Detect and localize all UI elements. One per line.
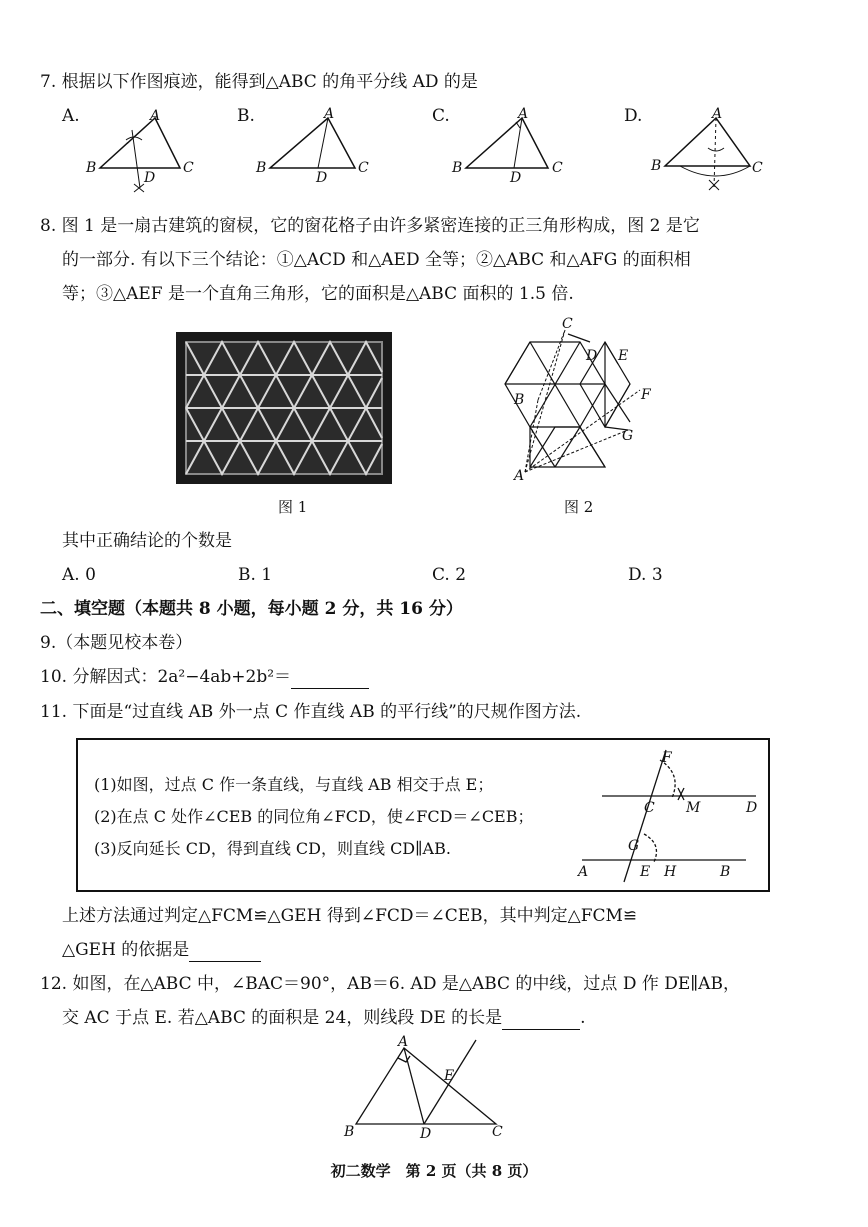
- q7d-label-b: B: [651, 158, 662, 174]
- q12-line-2: 交 AC 于点 E. 若△ABC 的面积是 24，则线段 DE 的长是: [62, 1008, 503, 1028]
- q12-line-1: 12. 如图，在△ABC 中，∠BAC＝90°，AB＝6. AD 是△ABC 的中线，过点 D 作 DE∥AB，: [40, 974, 740, 994]
- q11-procedure-box: [76, 738, 770, 892]
- q12-label-b: B: [344, 1124, 355, 1140]
- section-2-title: 二、填空题（本题共 8 小题，每小题 2 分，共 16 分）: [40, 599, 463, 619]
- q11-intro: 11. 下面是“过直线 AB 外一点 C 作直线 AB 的平行线”的尺规作图方法.: [40, 702, 582, 722]
- q12-label-e: E: [444, 1068, 455, 1084]
- q7-option-a: A.: [62, 106, 80, 126]
- q11-label-c: C: [644, 800, 655, 816]
- q11-after-1: 上述方法通过判定△FCM≌△GEH 得到∠FCD＝∠CEB，其中判定△FCM≌: [62, 906, 638, 926]
- q11-construction-figure: [574, 746, 764, 884]
- page-footer: 初二数学 第 2 页（共 8 页）: [330, 1162, 538, 1180]
- q7-figure-a: [100, 118, 180, 192]
- q8-choice-c: C. 2: [432, 565, 467, 585]
- q8-fig2-label-e: E: [618, 348, 629, 364]
- q7c-label-b: B: [452, 160, 463, 176]
- q11-answer-blank[interactable]: [189, 943, 261, 962]
- q7-figure-d: [665, 118, 750, 190]
- q12-line-2-row: [62, 1006, 586, 1030]
- q8-fig1-caption: 图 1: [278, 498, 308, 516]
- q12-triangle-figure: [336, 1034, 526, 1146]
- q7d-label-c: C: [752, 160, 763, 176]
- q11-after-2-row: [62, 938, 261, 962]
- q7-figure-b: [270, 118, 355, 168]
- q8-choice-d: D. 3: [628, 565, 663, 585]
- q11-label-g: G: [628, 838, 640, 854]
- q11-label-d: D: [746, 800, 758, 816]
- q12-answer-blank[interactable]: [502, 1011, 580, 1030]
- q8-line-2: 的一部分. 有以下三个结论：①△ACD 和△AED 全等；②△ABC 和△AFG 的面积相: [62, 250, 691, 270]
- q11-label-f: F: [662, 750, 672, 766]
- q11-step-3: (3)反向延长 CD，得到直线 CD，则直线 CD∥AB.: [94, 839, 451, 858]
- q7a-label-c: C: [183, 160, 194, 176]
- q7b-label-b: B: [256, 160, 267, 176]
- q10-answer-blank[interactable]: [291, 670, 369, 689]
- q12-label-c: C: [492, 1124, 503, 1140]
- q11-label-m: M: [686, 800, 701, 816]
- q7-figure-c: [466, 118, 548, 168]
- q7a-label-d: D: [144, 170, 156, 186]
- q8-fig2-label-g: G: [622, 428, 634, 444]
- q11-label-a: A: [578, 864, 589, 880]
- q7-option-c: C.: [432, 106, 450, 126]
- q8-question: 其中正确结论的个数是: [62, 531, 232, 551]
- q11-label-e: E: [640, 864, 651, 880]
- q7b-label-a: A: [324, 106, 335, 122]
- q7-stem: 7. 根据以下作图痕迹，能得到△ABC 的角平分线 AD 的是: [40, 72, 478, 92]
- q10-expression: 10. 分解因式：2a²−4ab+2b²＝: [40, 667, 292, 687]
- q7c-label-d: D: [510, 170, 522, 186]
- q8-choice-a: A. 0: [62, 565, 96, 585]
- q12-line-2-end: .: [580, 1008, 586, 1028]
- q8-line-1: 8. 图 1 是一扇古建筑的窗棂，它的窗花格子由许多紧密连接的正三角形构成，图 2 是它: [40, 216, 700, 236]
- q11-label-b: B: [720, 864, 731, 880]
- q12-label-a: A: [398, 1034, 409, 1050]
- q7-figures: [0, 100, 868, 200]
- q10-text: [40, 665, 369, 689]
- q8-fig2-triangle-grid: [500, 312, 660, 487]
- q7c-label-c: C: [552, 160, 563, 176]
- q11-after-2: △GEH 的依据是: [62, 940, 190, 960]
- q7-option-b: B.: [237, 106, 255, 126]
- q7d-label-a: A: [712, 106, 723, 122]
- q8-choice-b: B. 1: [238, 565, 273, 585]
- q7b-label-d: D: [316, 170, 328, 186]
- q8-fig2-label-a: A: [514, 468, 525, 484]
- q7-option-d: D.: [624, 106, 643, 126]
- q8-fig2-label-d: D: [586, 348, 598, 364]
- q8-fig2-caption: 图 2: [564, 498, 594, 516]
- q8-fig1-window-lattice: [176, 332, 392, 484]
- q8-fig2-label-b: B: [514, 392, 525, 408]
- q8-fig2-label-f: F: [641, 387, 651, 403]
- q7a-label-b: B: [86, 160, 97, 176]
- q9-text: 9.（本题见校本卷）: [40, 633, 193, 653]
- q11-step-1: (1)如图，过点 C 作一条直线，与直线 AB 相交于点 E；: [94, 775, 494, 794]
- q7c-label-a: A: [518, 106, 529, 122]
- q12-label-d: D: [420, 1126, 432, 1142]
- q7a-label-a: A: [150, 108, 161, 124]
- q7b-label-c: C: [358, 160, 369, 176]
- q11-step-2: (2)在点 C 处作∠CEB 的同位角∠FCD，使∠FCD＝∠CEB；: [94, 807, 534, 826]
- q8-line-3: 等；③△AEF 是一个直角三角形，它的面积是△ABC 面积的 1.5 倍.: [62, 284, 574, 304]
- q11-label-h: H: [664, 864, 677, 880]
- q8-fig2-label-c: C: [562, 316, 573, 332]
